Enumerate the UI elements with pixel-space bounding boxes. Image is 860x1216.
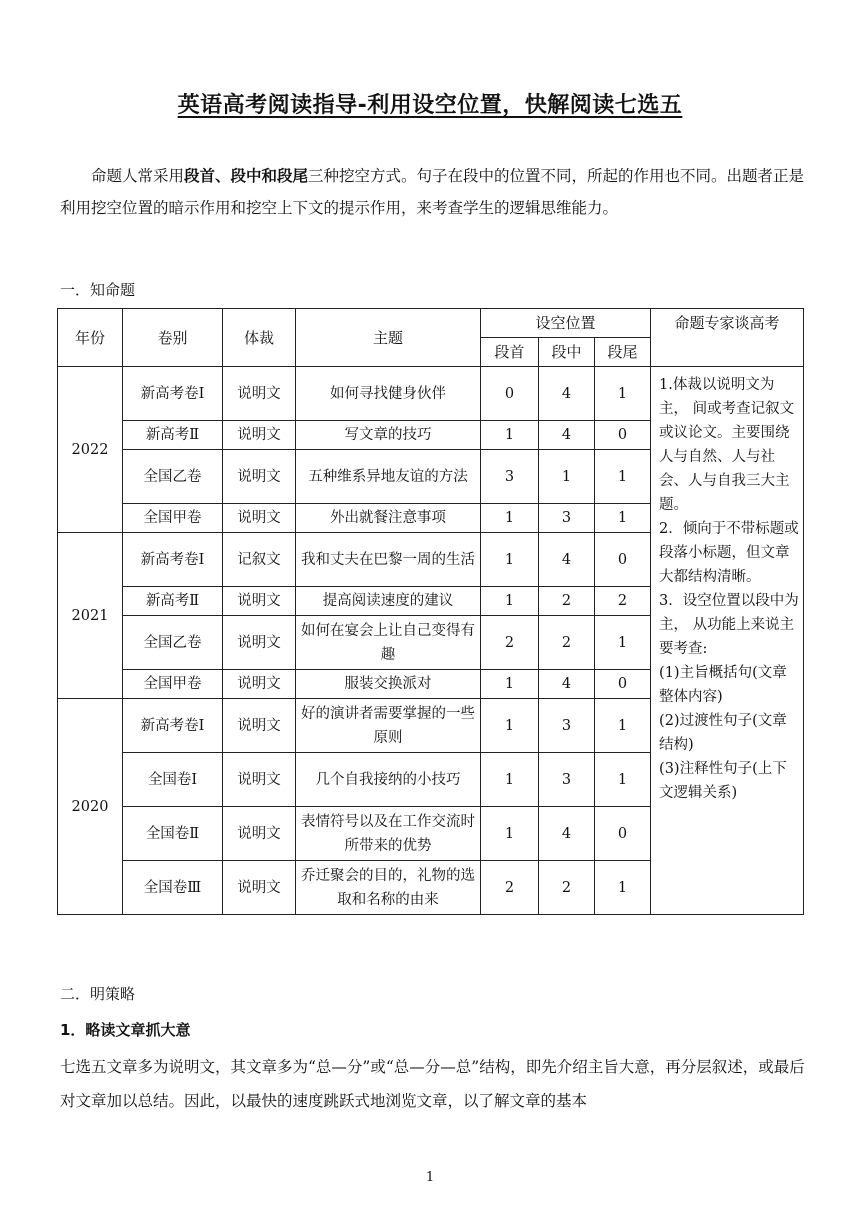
end-cell: 1 (595, 616, 651, 670)
expert-point-1: 1.体裁以说明文为主， 间或考查记叙文或议论文。主要围绕人与自然、人与社会、人与自我三大主题。 (659, 377, 795, 513)
start-cell: 1 (481, 587, 539, 616)
intro-bold: 段首、段中和段尾 (184, 167, 309, 185)
middle-cell: 2 (539, 587, 595, 616)
header-start: 段首 (481, 338, 539, 367)
end-cell: 0 (595, 807, 651, 861)
paper-cell: 全国乙卷 (123, 450, 223, 504)
genre-cell: 记叙文 (223, 533, 296, 587)
paper-cell: 全国甲卷 (123, 504, 223, 533)
header-year: 年份 (58, 309, 123, 367)
genre-cell: 说明文 (223, 450, 296, 504)
intro-pre: 命题人常采用 (91, 167, 185, 185)
end-cell: 1 (595, 504, 651, 533)
start-cell: 1 (481, 753, 539, 807)
start-cell: 2 (481, 616, 539, 670)
genre-cell: 说明文 (223, 587, 296, 616)
page-number: 1 (425, 1170, 435, 1185)
paper-cell: 新高考卷Ⅰ (123, 699, 223, 753)
genre-cell: 说明文 (223, 421, 296, 450)
paper-cell: 新高考Ⅱ (123, 587, 223, 616)
start-cell: 1 (481, 421, 539, 450)
paper-cell: 全国乙卷 (123, 616, 223, 670)
expert-point-3: 3．设空位置以段中为主， 从功能上来说主要考查: (659, 593, 799, 657)
start-cell: 3 (481, 450, 539, 504)
theme-cell: 提高阅读速度的建议 (296, 587, 481, 616)
middle-cell: 3 (539, 699, 595, 753)
middle-cell: 2 (539, 861, 595, 915)
year-cell: 2021 (58, 533, 123, 699)
table-row (58, 367, 804, 421)
paper-cell: 全国卷Ⅲ (123, 861, 223, 915)
genre-cell: 说明文 (223, 753, 296, 807)
year-cell: 2020 (58, 699, 123, 915)
genre-cell: 说明文 (223, 616, 296, 670)
genre-cell: 说明文 (223, 367, 296, 421)
theme-cell: 几个自我接纳的小技巧 (296, 753, 481, 807)
end-cell: 1 (595, 367, 651, 421)
genre-cell: 说明文 (223, 504, 296, 533)
genre-cell: 说明文 (223, 670, 296, 699)
start-cell: 1 (481, 504, 539, 533)
strategy-paragraph: 七选五文章多为说明文，其文章多为“总—分”或“总—分—总”结构，即先介绍主旨大意，再分层叙述，或最后对文章加以总结。因此，以最快的速度跳跃式地浏览文章，以了解文章的基本 (60, 1058, 805, 1110)
start-cell: 0 (481, 367, 539, 421)
header-position: 设空位置 (481, 309, 651, 338)
expert-sub-3: (3)注释性句子(上下文逻辑关系) (659, 761, 787, 801)
header-paper: 卷别 (123, 309, 223, 367)
theme-cell: 表情符号以及在工作交流时所带来的优势 (296, 807, 481, 861)
start-cell: 2 (481, 861, 539, 915)
header-middle: 段中 (539, 338, 595, 367)
genre-cell: 说明文 (223, 699, 296, 753)
paper-cell: 新高考卷Ⅰ (123, 367, 223, 421)
end-cell: 1 (595, 753, 651, 807)
theme-cell: 写文章的技巧 (296, 421, 481, 450)
header-genre: 体裁 (223, 309, 296, 367)
middle-cell: 3 (539, 504, 595, 533)
subheading-1: 1．略读文章抓大意 (60, 1021, 191, 1039)
expert-commentary (651, 367, 804, 915)
paper-cell: 全国甲卷 (123, 670, 223, 699)
paper-cell: 全国卷Ⅱ (123, 807, 223, 861)
start-cell: 1 (481, 533, 539, 587)
theme-cell: 好的演讲者需要掌握的一些原则 (296, 699, 481, 753)
middle-cell: 4 (539, 807, 595, 861)
expert-sub-1: (1)主旨概括句(文章整体内容) (659, 665, 787, 705)
genre-cell: 说明文 (223, 861, 296, 915)
middle-cell: 4 (539, 367, 595, 421)
end-cell: 0 (595, 533, 651, 587)
paper-cell: 全国卷Ⅰ (123, 753, 223, 807)
end-cell: 1 (595, 699, 651, 753)
start-cell: 1 (481, 699, 539, 753)
expert-sub-2: (2)过渡性句子(文章结构) (659, 713, 787, 753)
end-cell: 1 (595, 861, 651, 915)
exam-table (57, 308, 804, 915)
theme-cell: 如何在宴会上让自己变得有趣 (296, 616, 481, 670)
theme-cell: 如何寻找健身伙伴 (296, 367, 481, 421)
page-title: 英语高考阅读指导-利用设空位置，快解阅读七选五 (177, 93, 683, 118)
end-cell: 2 (595, 587, 651, 616)
theme-cell: 外出就餐注意事项 (296, 504, 481, 533)
middle-cell: 4 (539, 421, 595, 450)
intro-post: 三种挖空方式。句子在段中的位置不同，所起的作用也不同。出题者正是利用挖空位置的暗示作用和挖空上下文的提示作用，来考查学生的逻辑思维能力。 (60, 167, 805, 217)
theme-cell: 服装交换派对 (296, 670, 481, 699)
middle-cell: 2 (539, 616, 595, 670)
start-cell: 1 (481, 807, 539, 861)
theme-cell: 我和丈夫在巴黎一周的生活 (296, 533, 481, 587)
intro-paragraph (60, 160, 805, 224)
end-cell: 1 (595, 450, 651, 504)
theme-cell: 五种维系异地友谊的方法 (296, 450, 481, 504)
expert-point-2: 2．倾向于不带标题或段落小标题，但文章大都结构清晰。 (659, 521, 799, 585)
paper-cell: 新高考卷Ⅰ (123, 533, 223, 587)
genre-cell: 说明文 (223, 807, 296, 861)
section-heading-2: 二．明策略 (60, 985, 136, 1003)
middle-cell: 4 (539, 670, 595, 699)
header-theme: 主题 (296, 309, 481, 367)
end-cell: 0 (595, 670, 651, 699)
middle-cell: 1 (539, 450, 595, 504)
theme-cell: 乔迁聚会的目的，礼物的选取和名称的由来 (296, 861, 481, 915)
year-cell: 2022 (58, 367, 123, 533)
header-end: 段尾 (595, 338, 651, 367)
start-cell: 1 (481, 670, 539, 699)
middle-cell: 4 (539, 533, 595, 587)
middle-cell: 3 (539, 753, 595, 807)
header-expert: 命题专家谈高考 (651, 309, 804, 367)
section-heading-1: 一．知命题 (60, 281, 136, 299)
paper-cell: 新高考Ⅱ (123, 421, 223, 450)
end-cell: 0 (595, 421, 651, 450)
